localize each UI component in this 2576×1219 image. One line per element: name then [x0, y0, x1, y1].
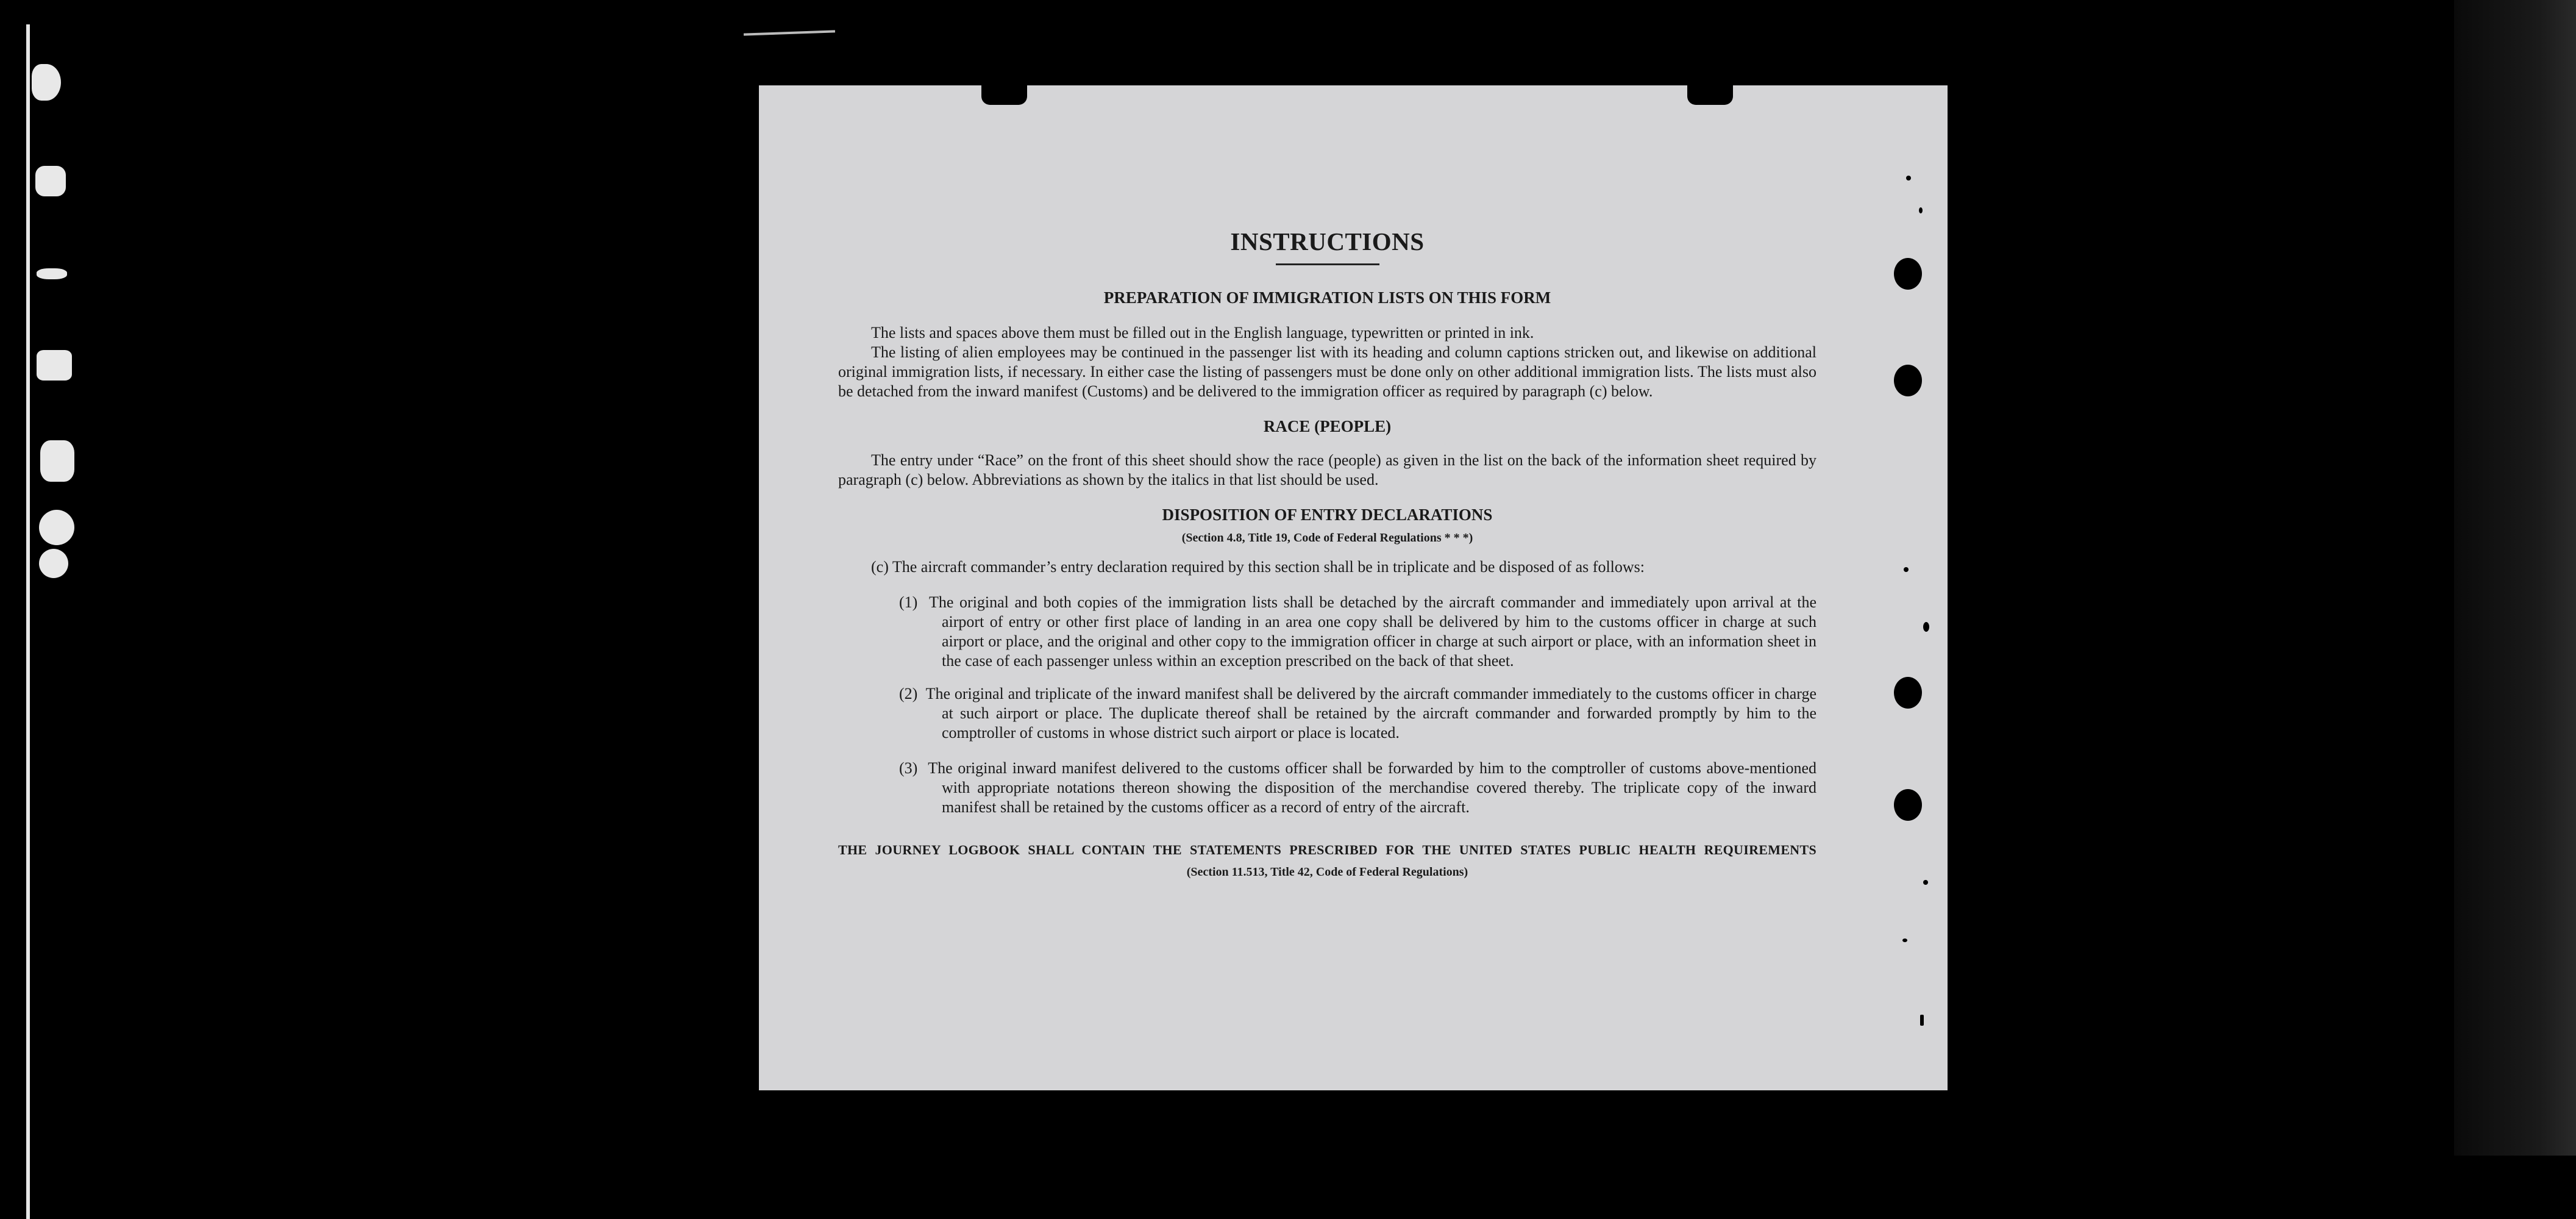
film-sprocket-hole	[32, 64, 61, 101]
film-sprocket-hole	[39, 510, 74, 545]
punch-hole	[1894, 365, 1922, 396]
film-sprocket-hole	[35, 166, 66, 196]
form-sheet	[759, 85, 1948, 1090]
race-paragraph: The entry under “Race” on the front of this sheet should show the race (people) as given in the list on the back of the information sheet required by paragraph (c) below. Abbreviations as shown by the italics in that list should be used.	[838, 451, 1816, 488]
film-sprocket-hole	[40, 440, 74, 482]
item-number: (3)	[899, 759, 918, 777]
film-edge-shade	[2454, 0, 2576, 1156]
speck	[1906, 176, 1911, 181]
disposition-item	[899, 593, 1816, 671]
footer-statement: THE JOURNEY LOGBOOK SHALL CONTAIN THE STATEMENTS PRESCRIBED FOR THE UNITED STATES PUBLIC HEALTH REQUIREMENTS	[838, 842, 1816, 857]
punch-hole	[1894, 258, 1922, 290]
disposition-item	[899, 684, 1816, 743]
speck	[1904, 567, 1909, 572]
speck	[1919, 207, 1923, 213]
footer-citation: (Section 11.513, Title 42, Code of Federal Regulations)	[1186, 865, 1468, 879]
item-text: The original and both copies of the immigration lists shall be detached by the aircraft commander and immediately upon arrival at the airport of entry or other first place of landing in an area one copy shall be delivered by him to the customs officer in charge at such airport or place, and the original and other copy to the immigration officer in charge at such airport or place, with an information sheet in the case of each passenger unless within an exception prescribed on the back of that sheet.	[929, 593, 1817, 670]
title-rule	[1276, 263, 1379, 265]
film-edge-line	[26, 24, 30, 1219]
disposition-heading: DISPOSITION OF ENTRY DECLARATIONS	[1162, 506, 1493, 524]
item-number: (2)	[899, 685, 918, 702]
film-sprocket-hole	[37, 350, 72, 381]
speck	[1923, 880, 1928, 885]
immigration-paragraph-1: The lists and spaces above them must be filled out in the English language, typewritten or printed in ink.	[871, 324, 1534, 341]
instructions-content	[838, 227, 1816, 882]
page-title: INSTRUCTIONS	[1230, 227, 1425, 256]
film-sprocket-hole	[37, 268, 67, 279]
binding-tab	[981, 83, 1027, 105]
film-sprocket-hole	[39, 549, 68, 578]
disposition-intro: (c) The aircraft commander’s entry declaration required by this section shall be in triplicate and be disposed of as follows:	[871, 558, 1645, 576]
punch-hole	[1894, 789, 1922, 821]
speck	[1920, 1015, 1924, 1026]
item-text: The original and triplicate of the inward manifest shall be delivered by the aircraft commander immediately to the customs officer in charge at such airport or place. The duplicate thereof shall be retained by the aircraft commander and forwarded promptly by him to the comptroller of customs in whose district such airport or place is located.	[925, 685, 1817, 742]
disposition-citation: (Section 4.8, Title 19, Code of Federal Regulations * * *)	[1181, 531, 1473, 545]
item-number: (1)	[899, 593, 918, 611]
immigration-paragraph-2: The listing of alien employees may be continued in the passenger list with its heading and column captions stricken out, and likewise on additional original immigration lists, if necessary. In either case the listing of passengers must be done only on other additional immigration lists. The lists must also be detached from the inward manifest (Customs) and be delivered to the immigration officer as required by paragraph (c) below.	[838, 343, 1816, 400]
speck	[1902, 938, 1907, 942]
speck	[1923, 622, 1929, 632]
punch-hole	[1894, 677, 1922, 709]
race-heading: RACE (PEOPLE)	[1263, 417, 1392, 435]
item-text: The original inward manifest delivered to the customs officer shall be forwarded by him to the comptroller of customs above-mentioned with appropriate notations thereon showing the disposition of the merchandise covered thereby. The triplicate copy of the inward manifest shall be retained by the customs officer as a record of entry of the aircraft.	[928, 759, 1817, 816]
film-scratch	[744, 30, 835, 35]
binding-tab	[1687, 83, 1733, 105]
disposition-item	[899, 759, 1816, 817]
immigration-heading: PREPARATION OF IMMIGRATION LISTS ON THIS FORM	[1103, 288, 1551, 307]
